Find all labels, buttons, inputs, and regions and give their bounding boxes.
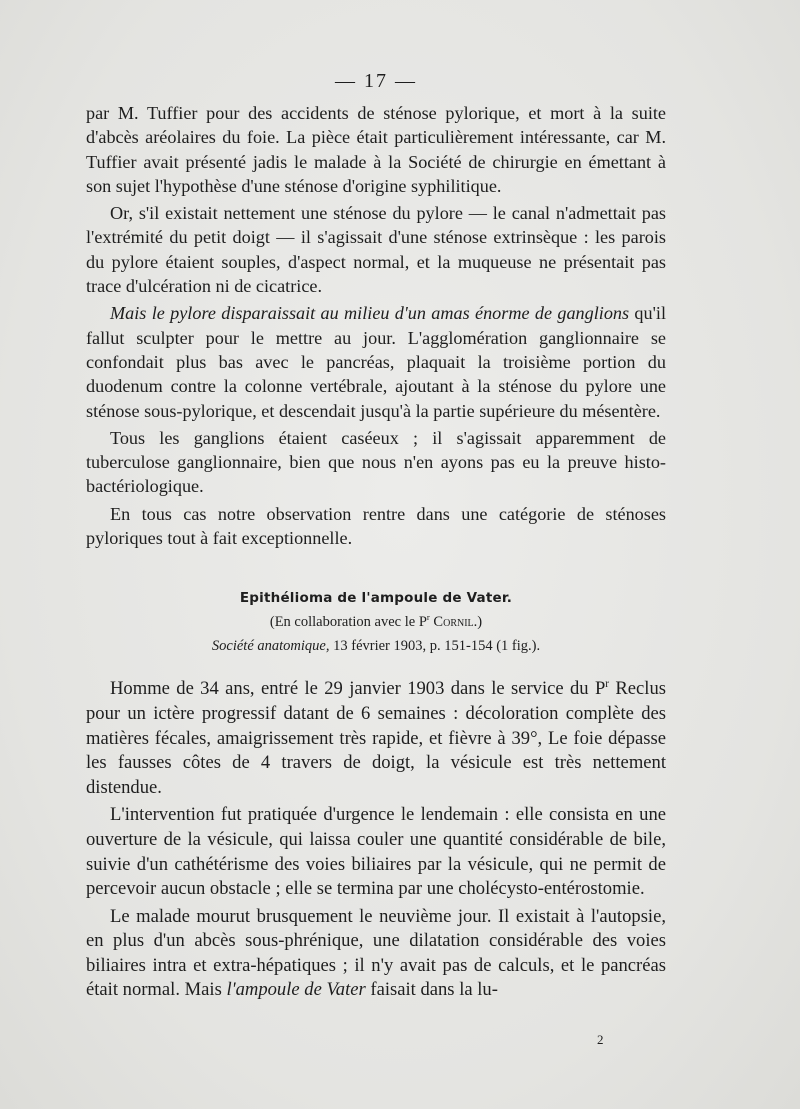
- paragraph-text: Le malade mourut brusquement le neuvième jour. Il existait à l'autopsie, en plus d'un abcès sous-phrénique, une dilatation considérable des voies biliaires intra et extra-hépatiques ; il n'y avait pas de calculs, et le pancréas était normal. Mais: [86, 905, 666, 1001]
- superscript: r: [605, 678, 610, 691]
- collab-suffix: .): [473, 614, 483, 631]
- collaboration-note: [86, 614, 666, 631]
- page-number: — 17 —: [335, 70, 417, 92]
- collab-name: Cornil: [433, 614, 474, 631]
- journal-name: Société anatomique,: [211, 638, 330, 655]
- section-pyloric-stenosis: [86, 101, 666, 550]
- paragraph: L'intervention fut pratiquée d'urgence le lendemain : elle consista en une ouverture de la vésicule, qui laissa couler une quantité considérable de bile, suivie d'un cathétérisme des voies biliaires par la vésicule, qui ne permit de percevoir aucun obstacle ; elle se termina par une cholécysto-entérostomie.: [86, 804, 666, 900]
- paragraph-text: faisait dans la lu-: [365, 979, 498, 1001]
- italic-emphasis: Mais le pylore disparaissait au milieu d'un amas énorme de ganglions: [110, 303, 630, 324]
- italic-emphasis: l'ampoule de Vater: [226, 979, 366, 1001]
- paragraph-text: Reclus pour un ictère progressif datant de 6 semaines : décoloration complète des matières fécales, amaigrissement très rapide, et fièvre à 39°, Le foie dépasse les fausses côtes de 4 travers de doigt, la vésicule est très nettement distendue.: [86, 678, 666, 798]
- section-heading: [86, 590, 666, 655]
- signature-mark: 2: [597, 1032, 604, 1047]
- publication-reference: [86, 638, 666, 655]
- paragraph: [86, 301, 666, 422]
- paragraph: [86, 677, 666, 800]
- paragraph: En tous cas notre observation rentre dans une catégorie de sténoses pyloriques tout à fait exceptionnelle.: [86, 503, 666, 549]
- paragraph: Tous les ganglions étaient caséeux ; il s'agissait apparemment de tuberculose ganglionnaire, bien que nous n'en ayons pas eu la preuve histo-bactériologique.: [86, 427, 666, 497]
- collab-superscript: r: [426, 612, 430, 623]
- section-vater-epithelioma: [86, 677, 666, 1003]
- page-content: [86, 70, 666, 1003]
- paragraph: par M. Tuffier pour des accidents de sténose pylorique, et mort à la suite d'abcès aréolaires du foie. La pièce était particulièrement intéressante, car M. Tuffier avait présenté jadis le malade à la Société de chirurgie en émettant à son sujet l'hypothèse d'une sténose d'origine syphilitique.: [86, 103, 666, 196]
- paragraph-text: Homme de 34 ans, entré le 29 janvier 1903 dans le service du P: [110, 678, 606, 700]
- reference-details: 13 février 1903, p. 151-154 (1 fig.).: [329, 638, 541, 655]
- section-title: Epithélioma de l'ampoule de Vater.: [239, 590, 513, 607]
- paragraph: [86, 905, 666, 1003]
- paragraph: Or, s'il existait nettement une sténose du pylore — le canal n'admettait pas l'extrémité du petit doigt — il s'agissait d'une sténose extrinsèque : les parois du pylore étaient souples, d'aspect normal, et la muqueuse ne présentait pas trace d'ulcération ni de cicatrice.: [86, 203, 666, 297]
- collab-prefix: (En collaboration avec le P: [269, 614, 427, 631]
- paragraph-text: qu'il fallut sculpter pour le mettre au jour. L'agglomération ganglionnaire se confondait plus bas avec le pancréas, plaquait la troisième portion du duodenum contre la colonne vertébrale, ajoutant à la sténose du pylore une sténose sous-pylorique, et descendait jusqu'à la partie supérieure du mésentère.: [86, 303, 666, 421]
